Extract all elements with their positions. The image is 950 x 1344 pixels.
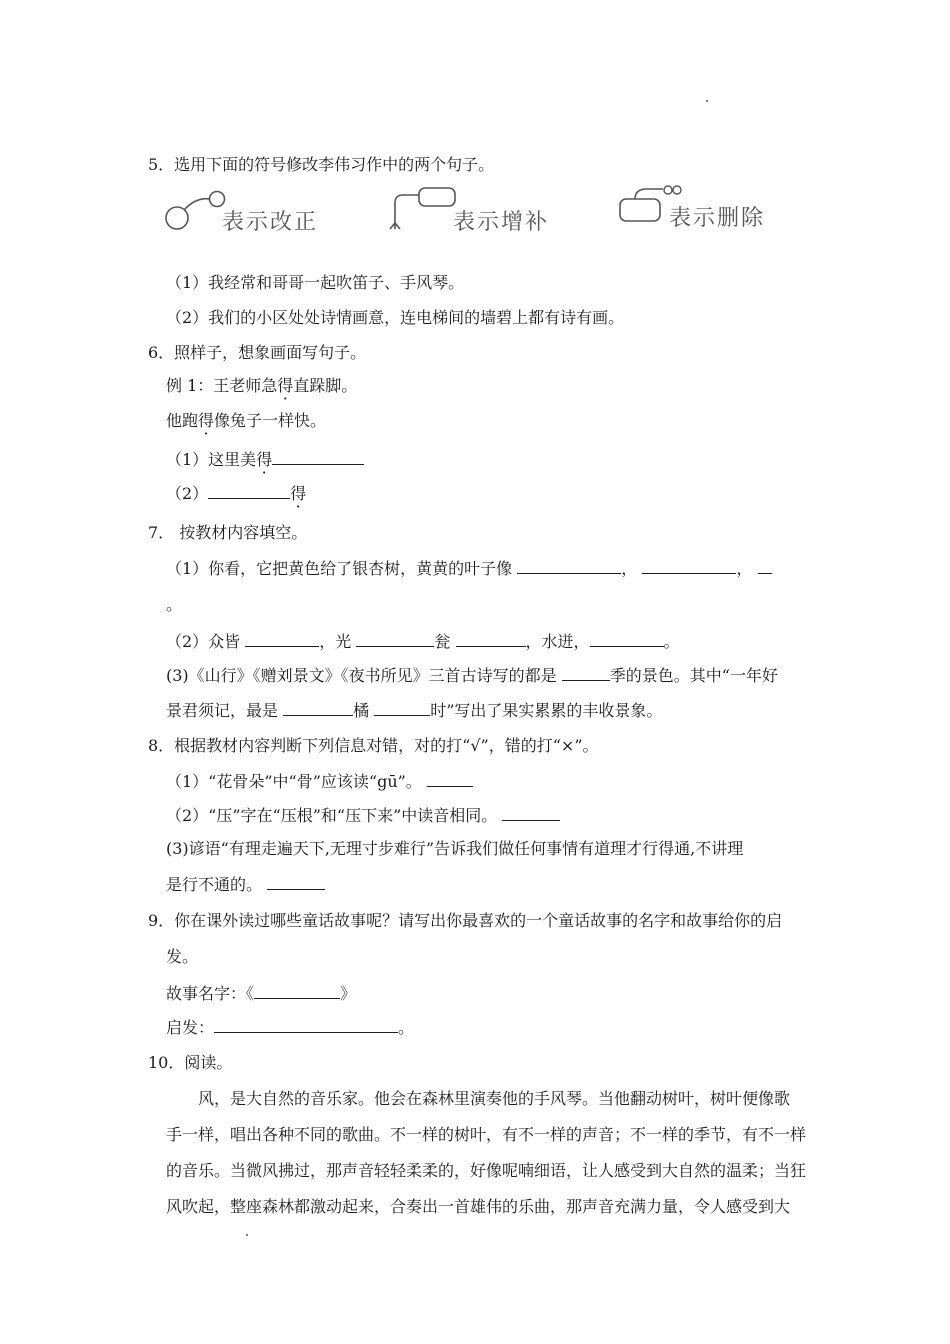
q7-i3-blank-3[interactable] [374,699,430,716]
q8-item-3: (3)谚语“有理走遍天下,无理寸步难行”告诉我们做任何事情有道理才行得通,不讲理 [166,839,744,858]
q9-name-blank[interactable] [254,982,340,999]
q7-i1-c: ， [736,559,753,578]
q6-ex2-rest: 像兔子一样快。 [214,411,327,430]
q6-example-2 [166,410,326,432]
q5-sentence-2: （2）我们的小区处处诗情画意，连电梯间的墙碧上都有诗有画。 [166,308,625,327]
correction-label: 表示改正 [222,210,319,235]
q8-i1-blank[interactable] [427,770,473,787]
q7-i3-blank-1[interactable] [562,664,610,681]
q6-example-1 [166,375,357,397]
q10-title: 10．阅读。 [148,1053,233,1072]
insertion-symbol [387,185,567,237]
q7-i2-blank-2[interactable] [356,630,434,647]
correction-symbol [162,185,332,237]
q6-ex2-dot: 得 [198,411,215,430]
q6-i2-blank[interactable] [208,482,290,499]
deletion-label: 表示删除 [669,206,766,231]
q6-i1-dot: 得 [256,450,273,469]
q7-i2-d: ，水迸， [525,632,590,651]
q10-passage-line-1: 风，是大自然的音乐家。他会在森林里演奏他的手风琴。当他翻动树叶，树叶便像歌 [198,1089,791,1108]
q7-title: 7． 按教材内容填空。 [148,523,308,542]
q9-name-end: 》 [340,984,357,1003]
q7-i1-a: （1）你看，它把黄色给了银杏树，黄黄的叶子像 [166,559,513,578]
q7-i3-d: 橘 [353,701,370,720]
q9-title: 9．你在课外读过哪些童话故事呢？请写出你最喜欢的一个童话故事的名字和故事给你的启 [148,911,783,930]
q9-insight [166,1016,414,1039]
q8-i3-b: 是行不通的。 [166,875,263,894]
q7-i3-e: 时”写出了果实累累的丰收景象。 [430,701,663,720]
q6-ex-rest: 直跺脚。 [293,376,358,395]
q7-i3-b: 季的景色。其中“一年好 [609,666,778,685]
proofreading-symbols [162,185,782,237]
q7-i2-e: 。 [663,632,680,651]
q7-item-1 [166,557,772,580]
q6-ex-a: 例 1：王老师急 [166,376,278,395]
q10-passage-line-4: 风吹起，整座森林都激动起来，合奏出一首雄伟的乐曲，那声音充满力量，令人感受到大 [166,1197,791,1216]
q8-i3-blank[interactable] [267,873,325,890]
q9-title-cont: 发。 [166,947,199,966]
q6-ex-dot: 得 [277,376,294,395]
q6-i1-blank[interactable] [272,448,364,465]
q7-i2-blank-1[interactable] [245,630,319,647]
q7-i2-c: 瓮 [434,632,451,651]
q7-i2-b: ，光 [319,632,352,651]
q6-i2-a: （2） [166,484,209,503]
q7-i3-blank-2[interactable] [283,699,353,716]
insertion-mark-icon [387,185,462,237]
q7-item-3 [166,664,778,687]
q9-insight-blank[interactable] [214,1016,398,1033]
q5-sentence-1: （1）我经常和哥哥一起吹笛子、手风琴。 [166,273,465,292]
q8-i2-text: （2）“压”字在“压根”和“压下来”中读音相同。 [166,806,498,825]
q7-i3-a: (3)《山行》《赠刘景文》《夜书所见》三首古诗写的都是 [166,666,557,685]
q7-i2-blank-4[interactable] [590,630,664,647]
q6-ex2-a: 他跑 [166,411,199,430]
q7-item-3-cont [166,699,662,722]
q7-item-2 [166,630,680,653]
q7-i1-b: ， [621,559,638,578]
q5-title: 5．选用下面的符号修改李伟习作中的两个句子。 [148,155,495,174]
bottom-dot [246,1234,248,1236]
q9-insight-end: 。 [398,1018,415,1037]
q7-i2-blank-3[interactable] [456,630,526,647]
q7-i1-blank-1[interactable] [517,557,621,574]
q10-passage-line-3: 的音乐。当微风拂过，那声音轻轻柔柔的，好像呢喃细语，让人感受到大自然的温柔；当狂 [166,1161,807,1180]
q7-item-1-end: 。 [166,595,183,614]
q8-title: 8．根据教材内容判断下列信息对错，对的打“√”，错的打“×”。 [148,736,599,755]
q9-insight-label: 启发： [166,1018,215,1037]
q7-i1-blank-3[interactable] [758,557,772,574]
q6-i1-a: （1）这里美 [166,450,257,469]
q8-item-3-cont [166,873,325,896]
q8-item-2 [166,804,560,827]
q8-item-1 [166,770,473,793]
q7-i2-a: （2）众皆 [166,632,241,651]
q9-name-label: 故事名字：《 [166,984,255,1003]
q6-item-2 [166,482,306,505]
q8-i1-text: （1）“花骨朵”中“骨”应该读“gū”。 [166,772,422,791]
q9-story-name [166,982,356,1005]
insertion-label: 表示增补 [453,210,550,235]
q10-passage-line-2: 手一样，唱出各种不同的歌曲。不一样的树叶，有不一样的声音；不一样的季节，有不一样 [166,1125,807,1144]
top-dot [706,100,708,102]
q8-i2-blank[interactable] [502,804,560,821]
deletion-symbol [617,185,782,237]
q6-i2-dot: 得 [290,484,307,503]
q7-i1-blank-2[interactable] [642,557,736,574]
q7-i3-c: 景君须记，最是 [166,701,279,720]
q6-item-1 [166,448,364,471]
q6-title: 6．照样子，想象画面写句子。 [148,343,367,362]
